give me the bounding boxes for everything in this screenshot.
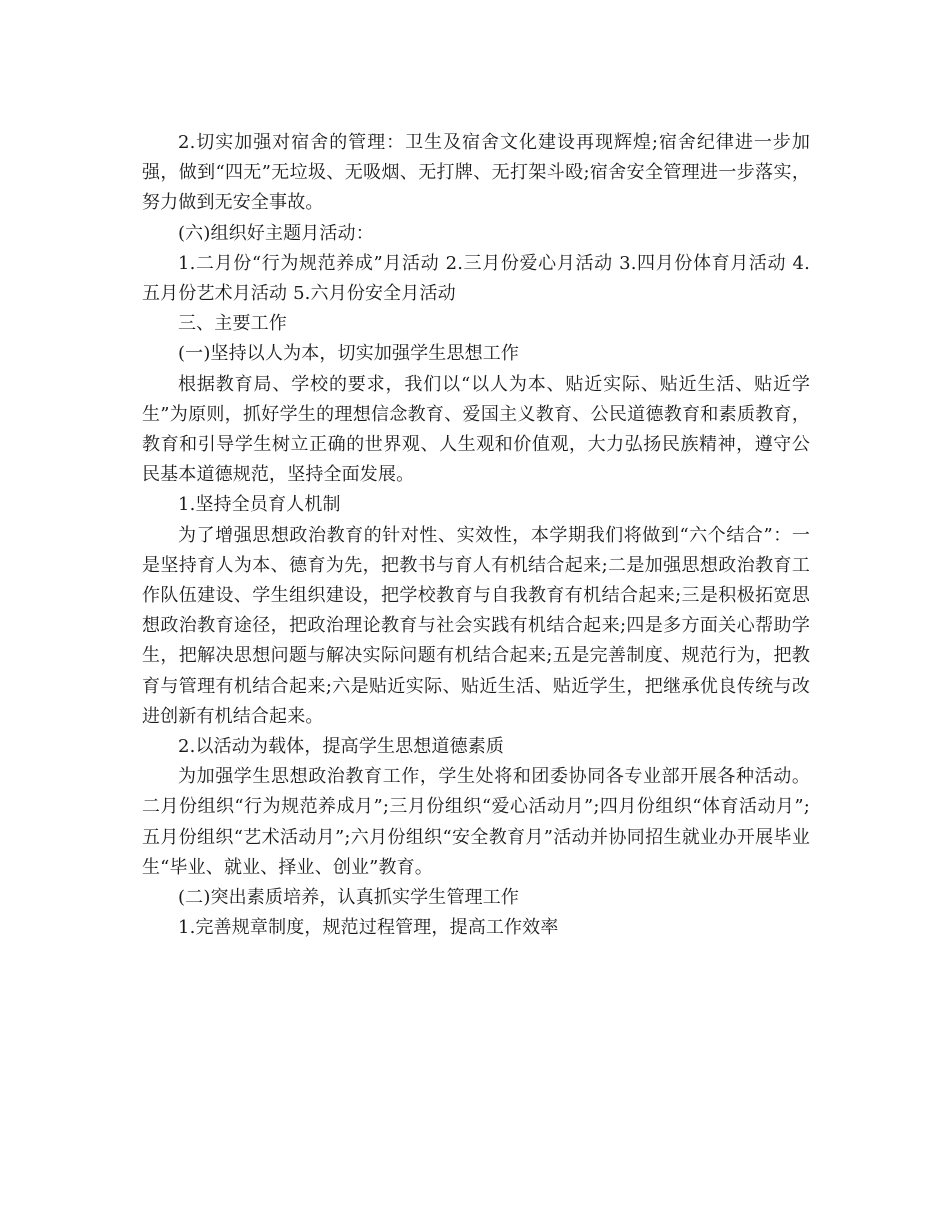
paragraph-six-combinations: 为了增强思想政治教育的针对性、实效性，本学期我们将做到“六个结合”：一是坚持育人为本、德育为先，把教书与育人有机结合起来;二是加强思想政治教育工作队伍建设、学生组织建设，把学校教育与自我教育有机结合起来;三是积极拓宽思想政治教育途径，把政治理论教育与社会实践有机结合起来;四是多方面关心帮助学生，把解决思想问题与解决实际问题有机结合起来;五是完善制度、规范行为，把教育与管理有机结合起来;六是贴近实际、贴近生活、贴近学生，把继承优良传统与改进创新有机结合起来。 [142, 524, 810, 727]
heading-quality-cultivation: (二)突出素质培养，认真抓实学生管理工作 [178, 887, 520, 909]
heading-activities-as-carrier: 2.以活动为载体，提高学生思想道德素质 [178, 736, 505, 758]
heading-improve-regulations: 1.完善规章制度，规范过程管理，提高工作效率 [178, 917, 559, 939]
paragraph-education-principles: 根据教育局、学校的要求，我们以“以人为本、贴近实际、贴近生活、贴近学生”为原则，抓好学生的理想信念教育、爱国主义教育、公民道德教育和素质教育，教育和引导学生树立正确的世界观、人生观和价值观，大力弘扬民族精神，遵守公民基本道德规范，坚持全面发展。 [142, 373, 810, 486]
heading-main-work: 三、主要工作 [178, 313, 287, 335]
heading-people-oriented: (一)坚持以人为本，切实加强学生思想工作 [178, 343, 520, 365]
paragraph-dormitory-management: 2.切实加强对宿舍的管理：卫生及宿舍文化建设再现辉煌;宿舍纪律进一步加强，做到“四无”无垃圾、无吸烟、无打牌、无打架斗殴;宿舍安全管理进一步落实，努力做到无安全事故。 [142, 132, 810, 214]
paragraph-activity-schedule: 为加强学生思想政治教育工作，学生处将和团委协同各专业部开展各种活动。二月份组织“行为规范养成月”;三月份组织“爱心活动月”;四月份组织“体育活动月”;五月份组织“艺术活动月”;六月份组织“安全教育月”活动并协同招生就业办开展毕业生“毕业、就业、择业、创业”教育。 [142, 766, 810, 878]
heading-theme-month-activities: (六)组织好主题月活动： [178, 222, 374, 244]
document-body [142, 128, 810, 943]
heading-all-staff-education: 1.坚持全员育人机制 [178, 494, 341, 516]
paragraph-monthly-activities-list: 1.二月份“行为规范养成”月活动 2.三月份爱心月活动 3.四月份体育月活动 4.五月份艺术月活动 5.六月份安全月活动 [142, 252, 810, 305]
